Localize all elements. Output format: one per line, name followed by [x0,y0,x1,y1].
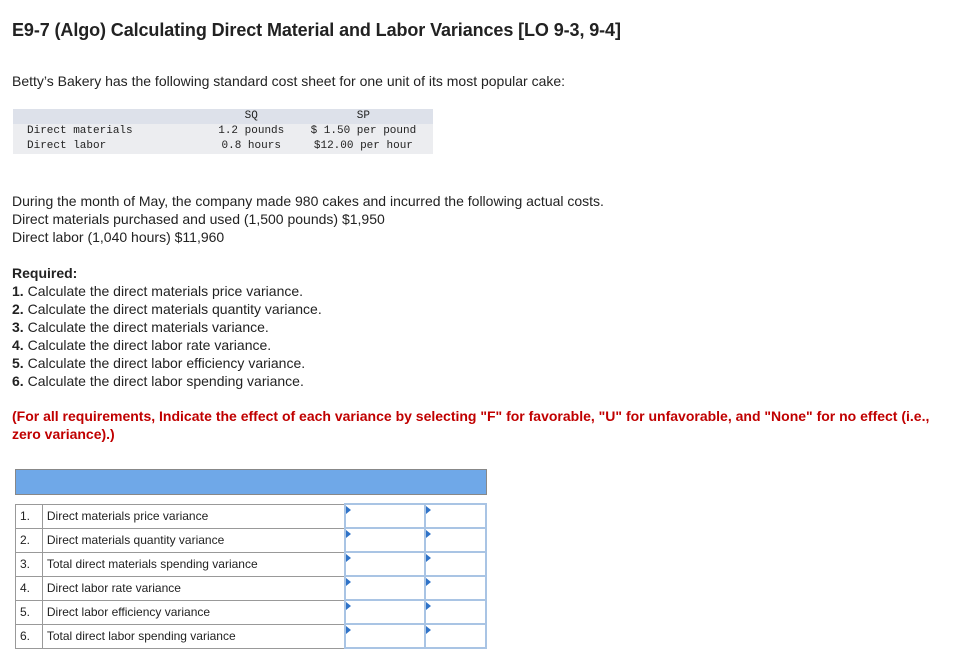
row-number: 3. [16,552,43,576]
row-number: 2. [16,528,43,552]
table-row [16,528,487,552]
list-item: 4. Calculate the direct labor rate variance. [12,337,272,353]
row-sp: $12.00 per hour [313,140,413,152]
dropdown-caret-icon [346,554,351,562]
dropdown-caret-icon [426,506,431,514]
amount-input[interactable] [345,504,424,528]
standard-cost-header-row [13,109,433,124]
actual-line: Direct materials purchased and used (1,500 pounds) $1,950 [12,211,385,227]
effect-select[interactable] [425,552,486,576]
page-title: E9-7 (Algo) Calculating Direct Material and Labor Variances [LO 9-3, 9-4] [12,20,621,40]
effect-select[interactable] [425,528,486,552]
row-sq: 0.8 hours [221,140,281,152]
list-item: 5. Calculate the direct labor efficiency variance. [12,355,306,371]
list-item: 1. Calculate the direct materials price variance. [12,283,304,299]
table-row [16,576,487,600]
table-row [16,552,487,576]
row-label: Direct labor [27,140,107,152]
dropdown-caret-icon [426,578,431,586]
row-number: 4. [16,576,43,600]
effect-select[interactable] [425,624,486,648]
required-list [12,282,322,390]
row-number: 6. [16,624,43,648]
row-number: 5. [16,600,43,624]
row-label: Total direct labor spending variance [42,624,345,648]
dropdown-caret-icon [346,578,351,586]
standard-cost-table [13,109,433,154]
header-blank [13,109,209,124]
dropdown-caret-icon [346,530,351,538]
amount-input[interactable] [345,600,424,624]
header-sq: SQ [244,110,258,122]
dropdown-caret-icon [426,626,431,634]
table-row [16,624,487,648]
required-heading: Required: [12,265,78,281]
row-label: Direct materials quantity variance [42,528,345,552]
table-row [16,504,487,528]
dropdown-caret-icon [426,602,431,610]
actual-costs [12,192,604,246]
header-sp: SP [356,110,370,122]
row-label: Direct materials [27,125,133,137]
actual-line: Direct labor (1,040 hours) $11,960 [12,229,225,245]
effect-select[interactable] [425,600,486,624]
dropdown-caret-icon [426,554,431,562]
list-item: 6. Calculate the direct labor spending variance. [12,373,304,389]
effect-select[interactable] [425,576,486,600]
required-section [12,264,322,390]
row-sp: $ 1.50 per pound [310,125,417,137]
standard-cost-row-labor [13,139,433,154]
table-row [16,600,487,624]
amount-input[interactable] [345,552,424,576]
row-sq: 1.2 pounds [218,125,285,137]
dropdown-caret-icon [346,626,351,634]
row-label: Total direct materials spending variance [42,552,345,576]
amount-input[interactable] [345,576,424,600]
answer-table-header [16,470,487,495]
instruction-note: (For all requirements, Indicate the effect of each variance by selecting "F" for favorable, "U" for unfavorable, and "None" for no effect (i.e., zero variance).) [12,408,930,442]
list-item: 2. Calculate the direct materials quantity variance. [12,301,322,317]
row-label: Direct labor rate variance [42,576,345,600]
dropdown-caret-icon [346,506,351,514]
standard-cost-row-materials [13,124,433,139]
effect-select[interactable] [425,504,486,528]
dropdown-caret-icon [426,530,431,538]
row-number: 1. [16,504,43,528]
row-label: Direct labor efficiency variance [42,600,345,624]
dropdown-caret-icon [346,602,351,610]
amount-input[interactable] [345,528,424,552]
intro-text: Betty’s Bakery has the following standard cost sheet for one unit of its most popular cake: [12,73,566,89]
list-item: 3. Calculate the direct materials variance. [12,319,269,335]
answer-table [15,469,487,649]
row-label: Direct materials price variance [42,504,345,528]
actual-line: During the month of May, the company made 980 cakes and incurred the following actual costs. [12,193,604,209]
amount-input[interactable] [345,624,424,648]
